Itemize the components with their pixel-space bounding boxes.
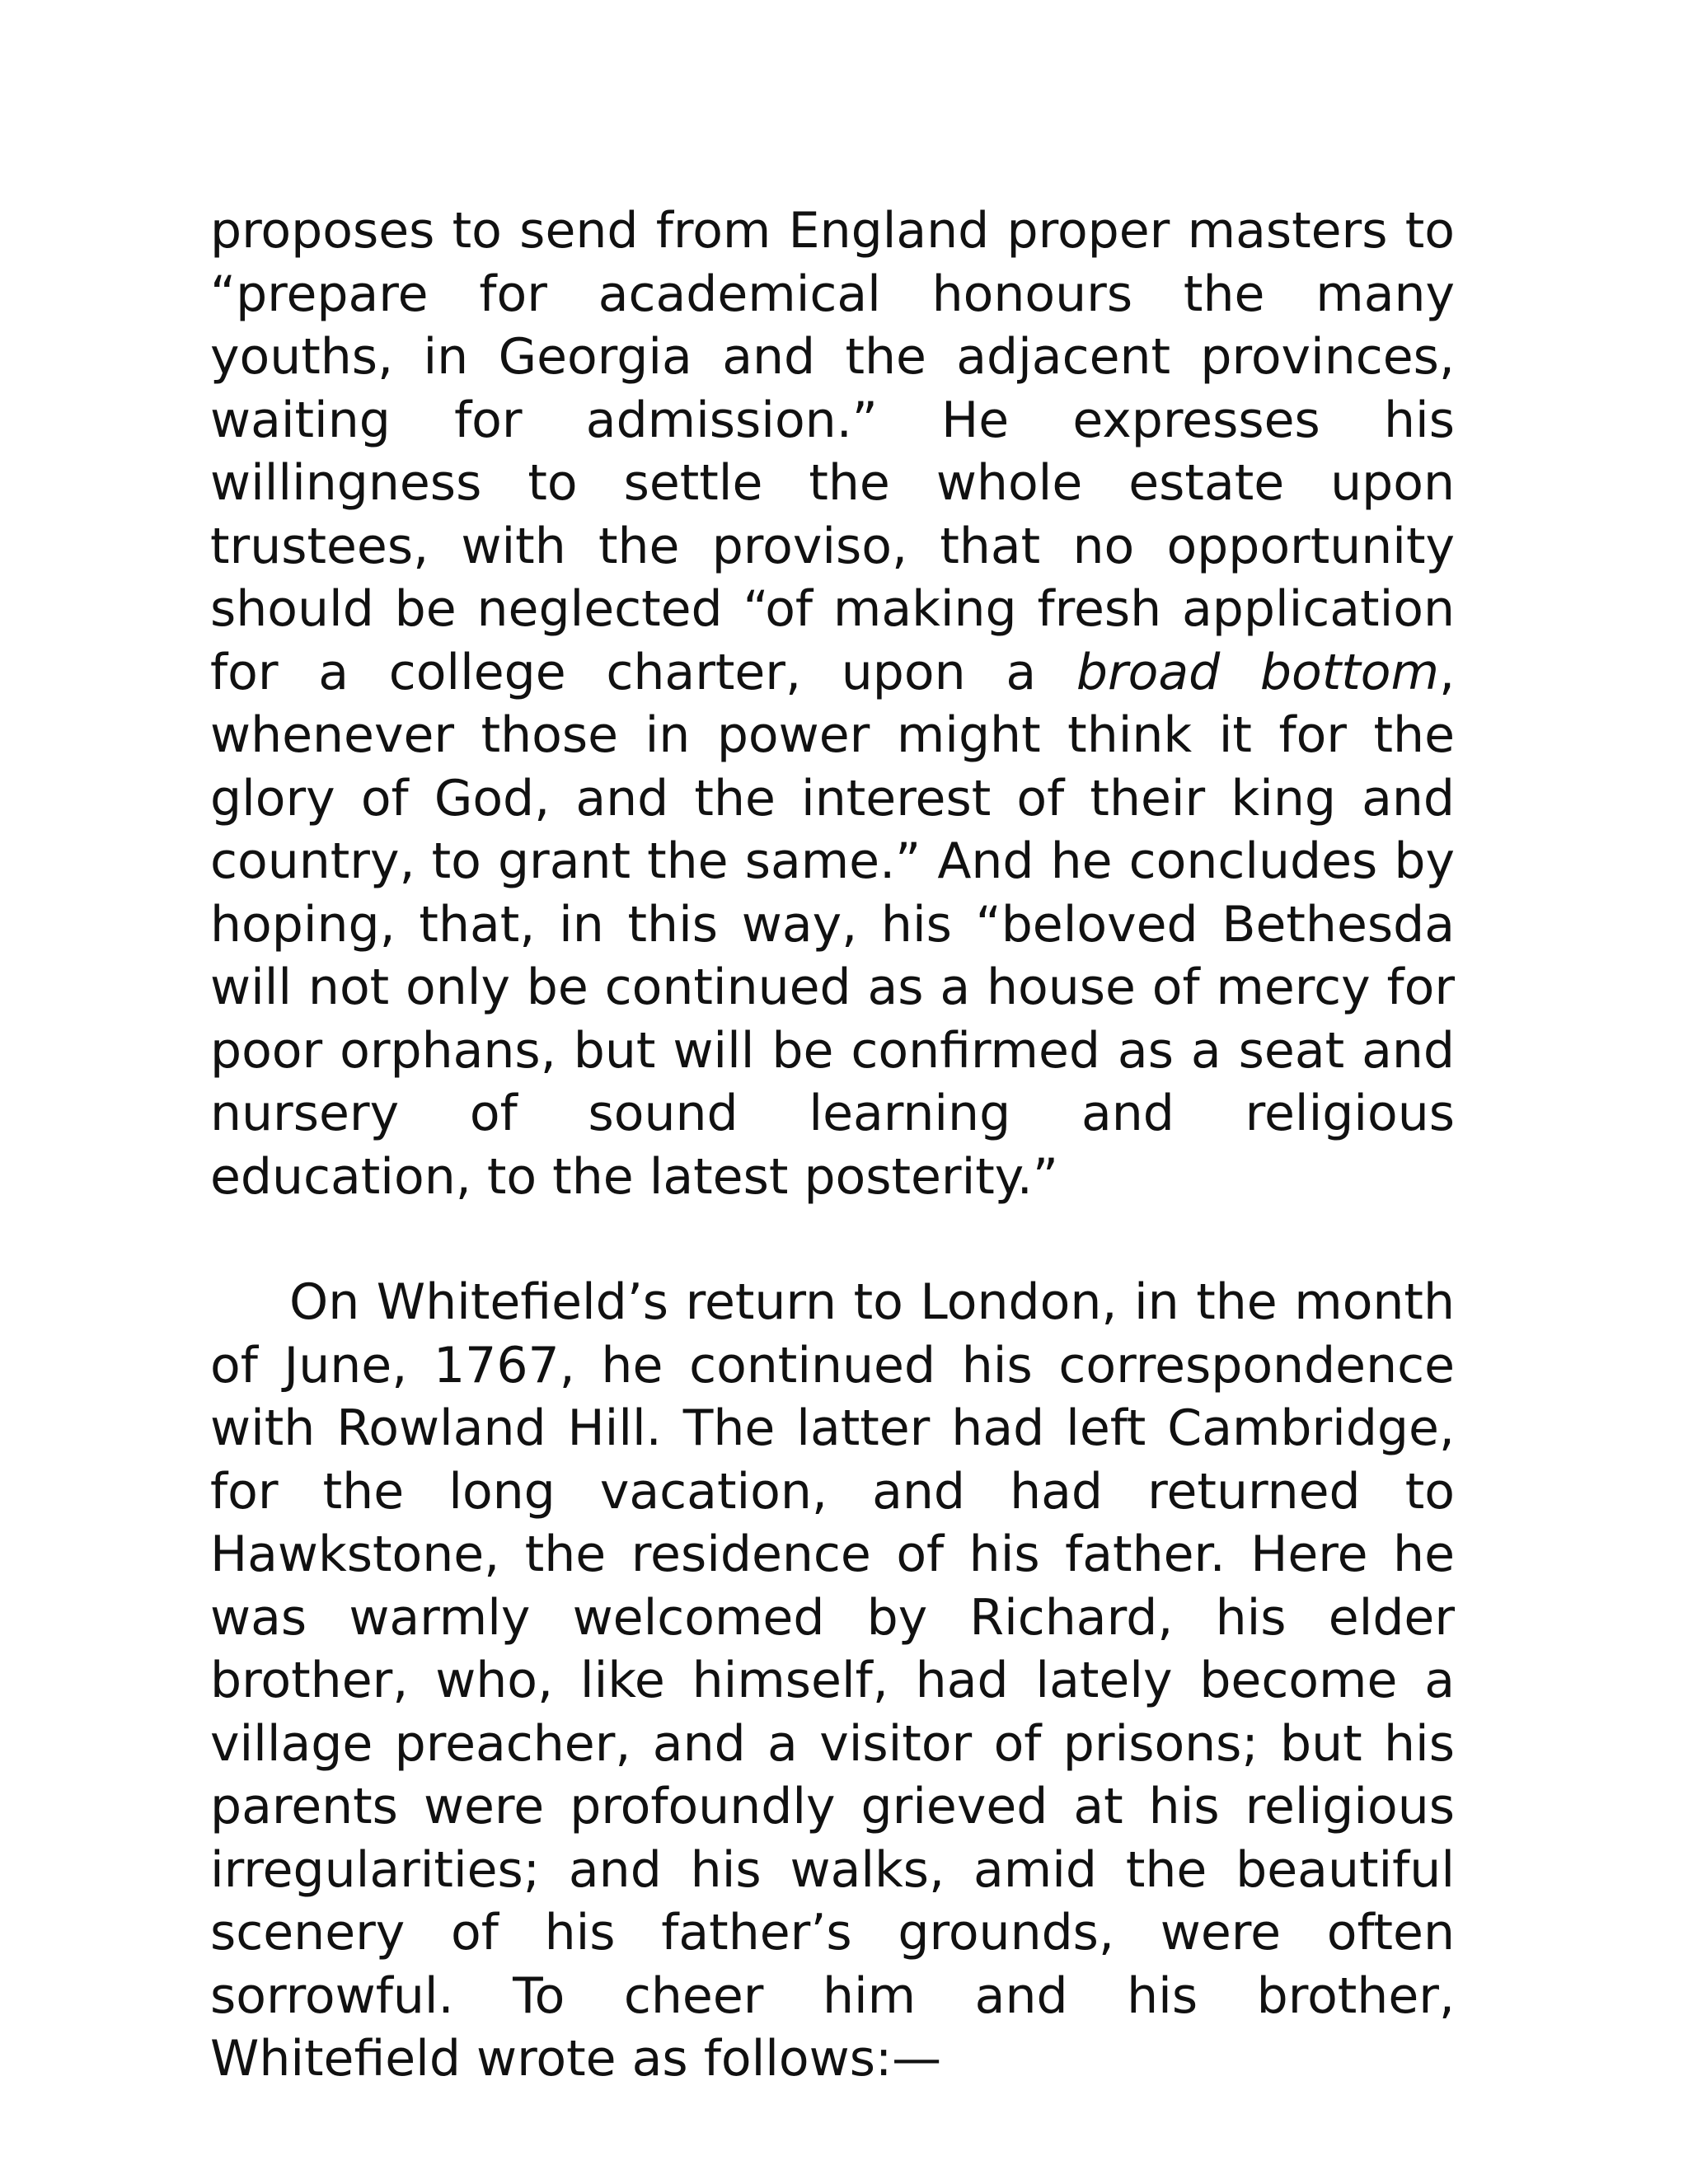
paragraph-bethesda-college	[210, 199, 1455, 1208]
paragraph-spacer	[210, 1208, 1455, 1271]
document-page	[210, 199, 1455, 2091]
paragraph-text: , whenever those in power might think it for the glory of God, and the interest of their king and country, to grant the same.” And he concludes by hoping, that, in this way, his “beloved Bethesda will not only be continued as a house of mercy for poor orphans, but will be confirmed as a seat and nursery of sound learning and religious education, to the latest posterity.”	[210, 643, 1456, 1206]
paragraph-text: On Whitefield’s return to London, in the month of June, 1767, he continued his correspondence with Rowland Hill. The latter had left Cambridge, for the long vacation, and had returned to Hawkstone, the residence of his father. Here he was warmly welcomed by Richard, his elder brother, who, like himself, had lately become a village preacher, and a visitor of prisons; but his parents were profoundly grieved at his religious irregularities; and his walks, amid the beautiful scenery of his father’s grounds, were often sorrowful. To cheer him and his brother, Whitefield wrote as follows:—	[210, 1273, 1455, 2088]
paragraph-text: proposes to send from England proper masters to “prepare for academical honours the many youths, in Georgia and the adjacent provinces, waiting for admission.” He expresses his willingness to settle the whole estate upon trustees, with the proviso, that no opportunity should be neglected “of making fresh application for a college charter, upon a	[210, 202, 1455, 701]
italic-phrase: broad bottom	[1076, 643, 1439, 701]
paragraph-whitefield-return	[210, 1271, 1455, 2091]
